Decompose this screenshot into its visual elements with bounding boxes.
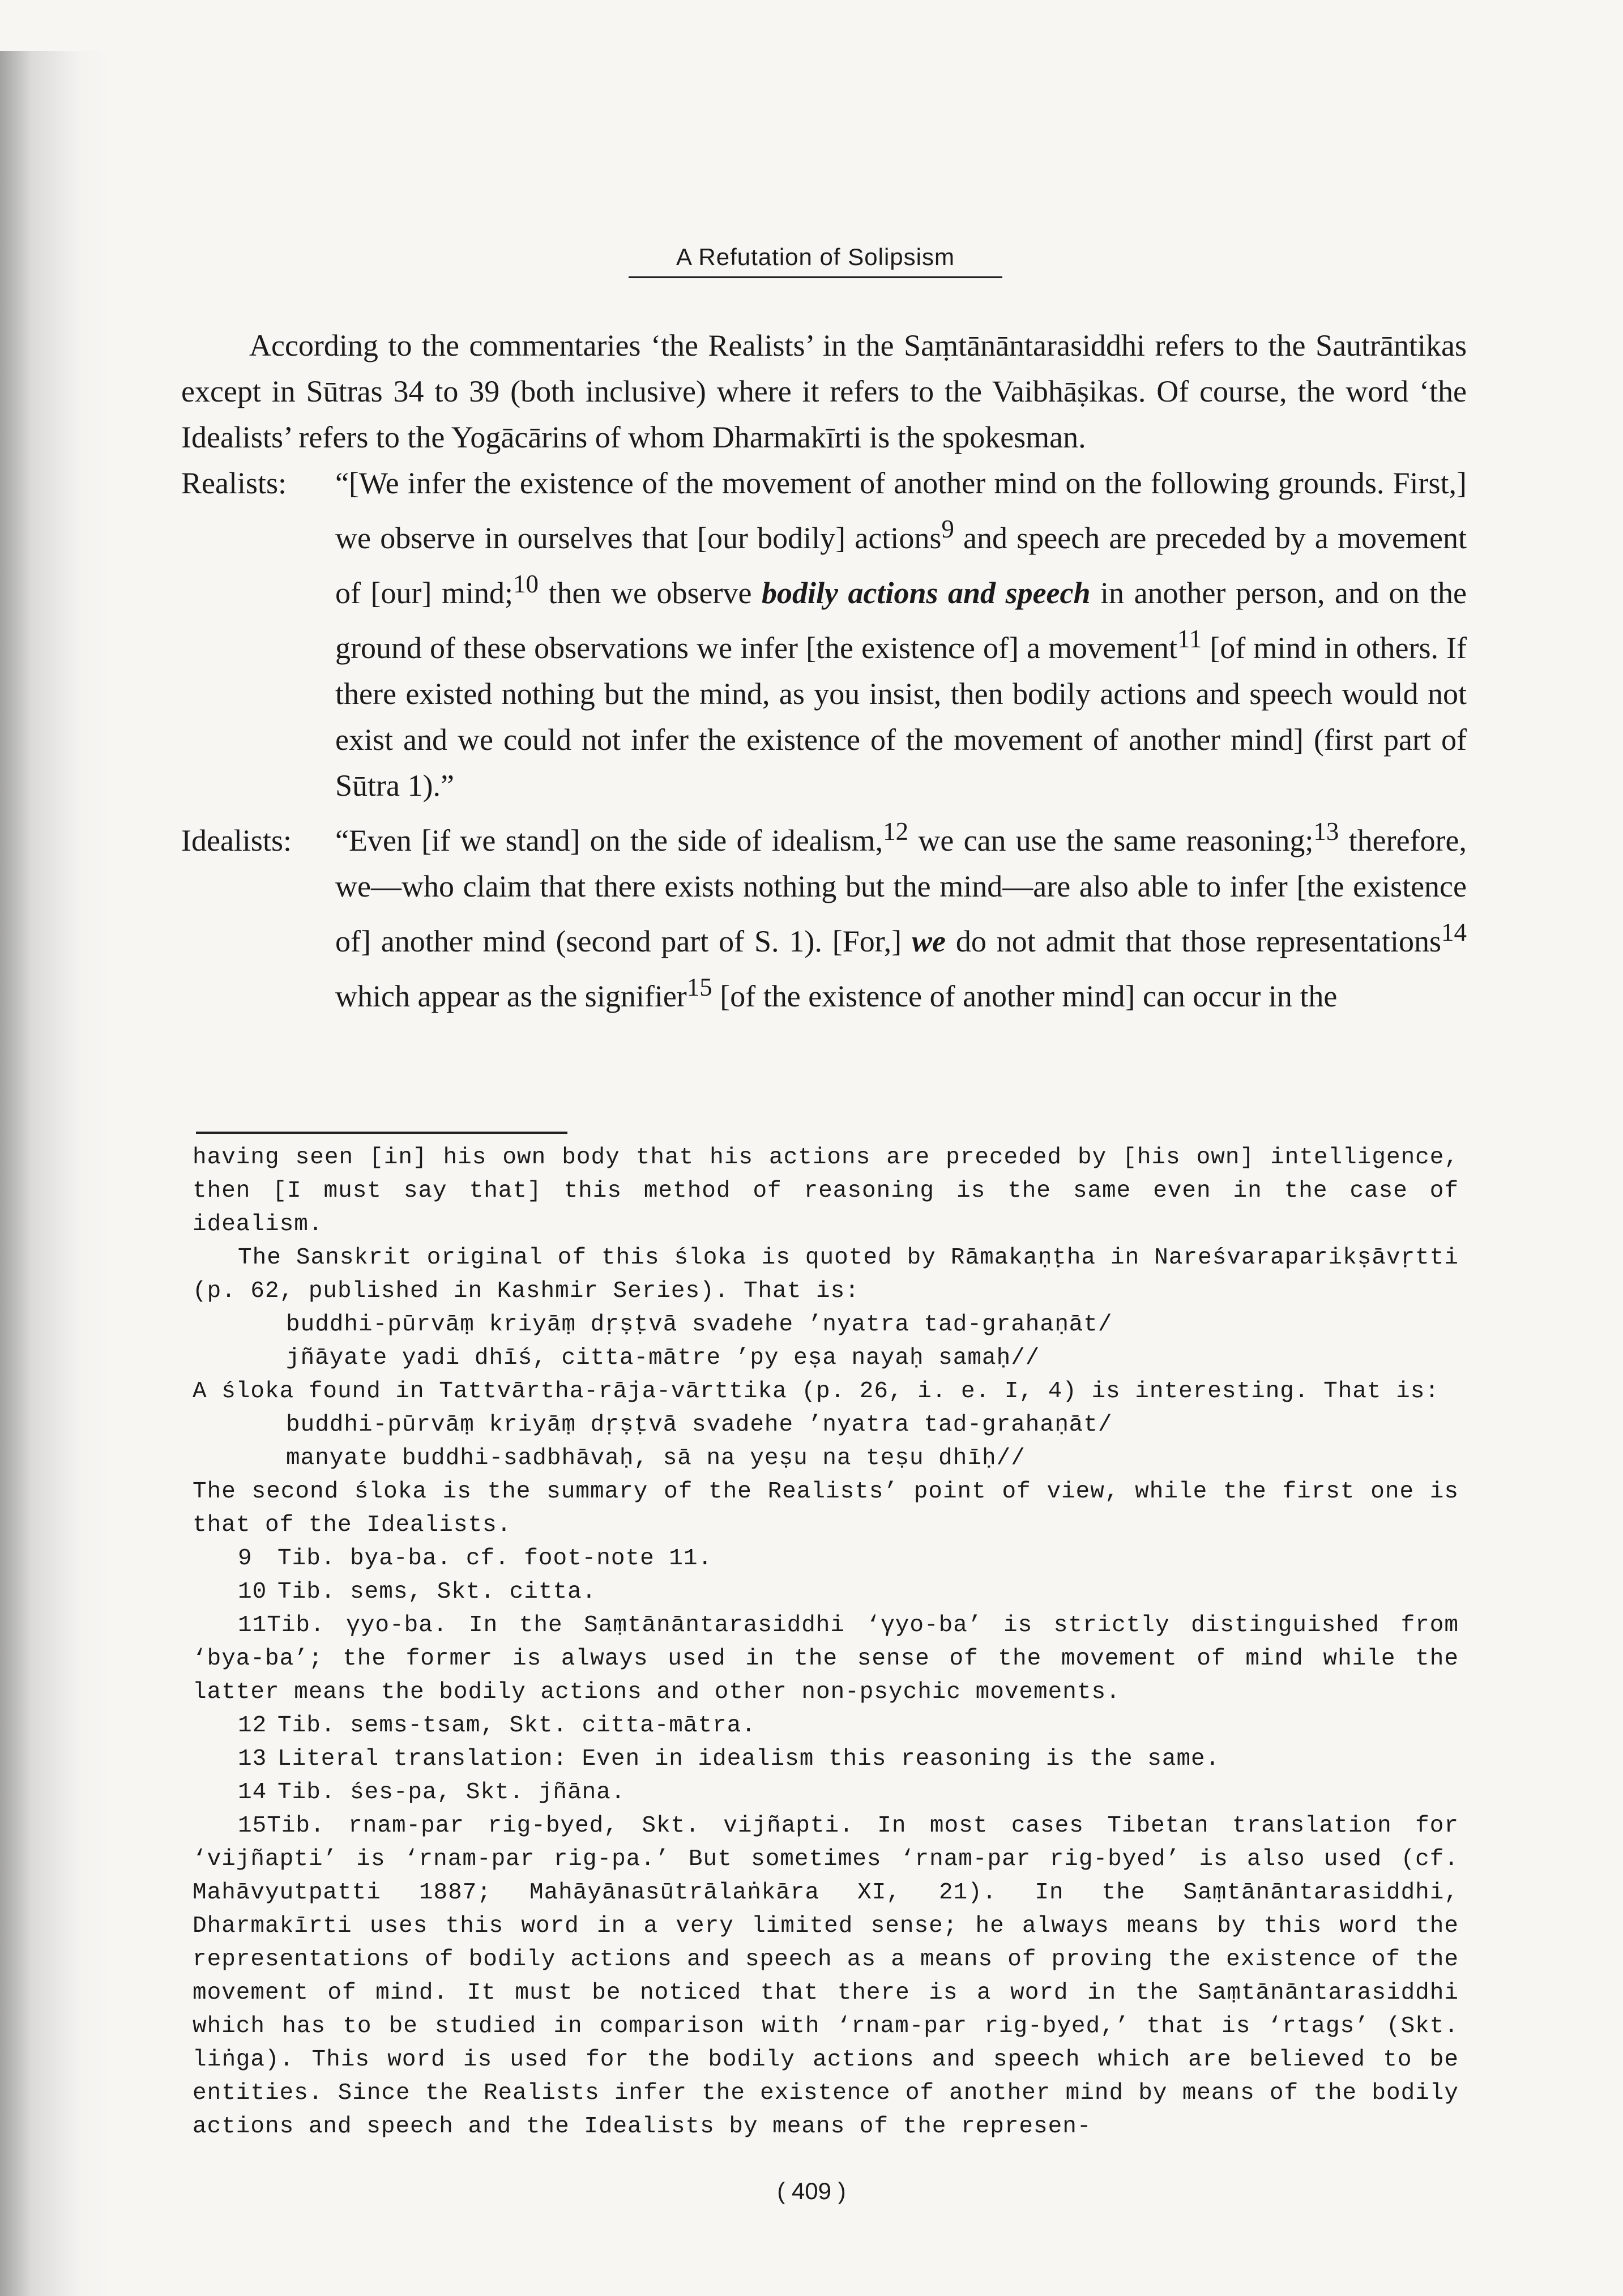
footnote-11 — [193, 1609, 1459, 1709]
idealists-statement: Idealists: “Even [if we stand] on the side of idealism,$^{12}$ we can use the same reasoning;$^{13}$ therefore, we—who claim that there exists nothing but the mind—are also able to infer [the existence of] another mind (second part of S. 1). [For,] we do not admit that those representations$^{14}$ which appear as the signifier$^{15}$ [of the existence of another mind] can occur in the — [181, 817, 1467, 1013]
speaker-label-idealists: Idealists: — [181, 823, 292, 857]
footnote-14 — [193, 1776, 1459, 1810]
verse-line: manyate buddhi-sadbhāvaḥ, sā na yeṣu na teṣu dhīḥ// — [286, 1445, 1026, 1471]
footnote-rule — [196, 1132, 567, 1134]
footnote-13 — [193, 1743, 1459, 1776]
footnote-paragraph: The Sanskrit original of this śloka is quoted by Rāmakaṇṭha in Nareśvaraparikṣāvṛtti (p. 62, published in Kashmir Series). That is: — [193, 1245, 1459, 1304]
footnote-10 — [193, 1576, 1459, 1609]
footnote-number: 13 — [238, 1746, 267, 1772]
running-head-rule — [629, 276, 1002, 278]
speaker-label-realists: Realists: — [181, 466, 287, 500]
footnote-ref-15: 15 — [686, 973, 712, 1001]
footnote-ref-9: 9 — [941, 515, 954, 543]
scan-shadow — [0, 51, 113, 2296]
footnote-text: Tib. rnam-par rig-byed, Skt. vijñapti. In most cases Tibetan translation for ‘vijñapti’ is ‘rnam-par rig-pa.’ But sometimes ‘rnam-par rig-byed’ is also used (cf. Mahāvyutpatti 1887; Mahāyānasūtrālaṅkāra XI, 21). In the Saṃtānāntarasiddhi, Dharmakīrti uses this word in a very limited sense; he always means by this word the representations of bodily actions and speech as a means of proving the existence of the movement of mind. It must be noticed that there is a word in the Saṃtānāntarasiddhi which has to be studied in comparison with ‘rnam-par rig-byed,’ that is ‘rtags’ (Skt. liṅga). This word is used for the bodily actions and speech which are believed to be entities. Since the Realists infer the existence of another mind by means of the bodily actions and speech and the Idealists by means of the represen- — [193, 1813, 1459, 2140]
footnotes — [193, 1141, 1459, 2144]
footnote-number: 12 — [238, 1713, 267, 1739]
footnote-text: Tib. bya-ba. cf. foot-note 11. — [277, 1546, 713, 1572]
footnote-text: Tib. sems, Skt. citta. — [277, 1579, 597, 1605]
footnote-list — [193, 1542, 1459, 2144]
realists-statement: Realists: “[We infer the existence of the movement of another mind on the following grounds. First,] we observe in ourselves that [our bodily] actions$^9$ and speech are preceded by a movement of [our] mind;$^{10}$ then we observe bodily actions and speech in another person, and on the ground of these observations we infer [the existence of] a movement$^{11}$ [of mind in others. If there existed nothing but the mind, as you insist, then bodily actions and speech would not exist and we could not infer the existence of the movement of another mind] (first part of Sūtra 1).” — [181, 460, 1467, 809]
footnote-number: 15 — [238, 1813, 267, 1839]
footnote-text: Literal translation: Even in idealism this reasoning is the same. — [277, 1746, 1220, 1772]
verse-line: jñāyate yadi dhīś, citta-mātre ’py eṣa nayaḥ samaḥ// — [286, 1345, 1040, 1371]
footnote-12 — [193, 1709, 1459, 1743]
footnote-paragraph: The second śloka is the summary of the Realists’ point of view, while the first one is that of the Idealists. — [193, 1479, 1459, 1538]
verse-line: buddhi-pūrvāṃ kriyāṃ dṛṣṭvā svadehe ’nyatra tad-grahaṇāt/ — [286, 1312, 1113, 1338]
intro-paragraph: According to the commentaries ‘the Realists’ in the Saṃtānāntarasiddhi refers to the Sautrāntikas except in Sūtras 34 to 39 (both inclusive) where it refers to the Vaibhāṣikas. Of course, the word ‘the Idealists’ refers to the Yogācārins of whom Dharmakīrti is the spokesman. — [181, 328, 1467, 454]
footnote-number: 14 — [238, 1779, 267, 1806]
footnote-text: Tib. śes-pa, Skt. jñāna. — [277, 1779, 626, 1806]
emphasis: bodily actions and speech — [761, 576, 1091, 610]
footnote-paragraph: A śloka found in Tattvārtha-rāja-vārttika (p. 26, i. e. I, 4) is interesting. That is: — [193, 1379, 1440, 1405]
footnote-ref-14: 14 — [1441, 918, 1467, 946]
footnote-text: Tib. sems-tsam, Skt. citta-mātra. — [277, 1713, 756, 1739]
footnote-number: 10 — [238, 1579, 267, 1605]
main-text — [181, 323, 1467, 1019]
footnote-number: 9 — [238, 1546, 253, 1572]
running-head: A Refutation of Solipsism — [676, 244, 955, 270]
footnote-9 — [193, 1542, 1459, 1576]
emphasis: we — [911, 924, 946, 958]
footnote-ref-13: 13 — [1313, 817, 1339, 846]
footnote-ref-11: 11 — [1177, 625, 1202, 653]
footnote-ref-10: 10 — [513, 570, 539, 598]
page-number: ( 409 ) — [777, 2178, 846, 2204]
footnote-number: 11 — [238, 1612, 267, 1638]
footnote-text: Tib. γyo-ba. In the Saṃtānāntarasiddhi ‘γyo-ba’ is strictly distinguished from ‘bya-ba’; the former is always used in the sense of the movement of mind while the latter means the bodily actions and other non-psychic movements. — [193, 1612, 1459, 1705]
verse-line: buddhi-pūrvāṃ kriyāṃ dṛṣṭvā svadehe ’nyatra tad-grahaṇāt/ — [286, 1412, 1113, 1438]
footnote-15 — [193, 1810, 1459, 2144]
footnote-continuation: having seen [in] his own body that his actions are preceded by [his own] intelligence, then [I must say that] this method of reasoning is the same even in the case of idealism. — [193, 1145, 1459, 1237]
footnote-ref-12: 12 — [883, 817, 909, 846]
